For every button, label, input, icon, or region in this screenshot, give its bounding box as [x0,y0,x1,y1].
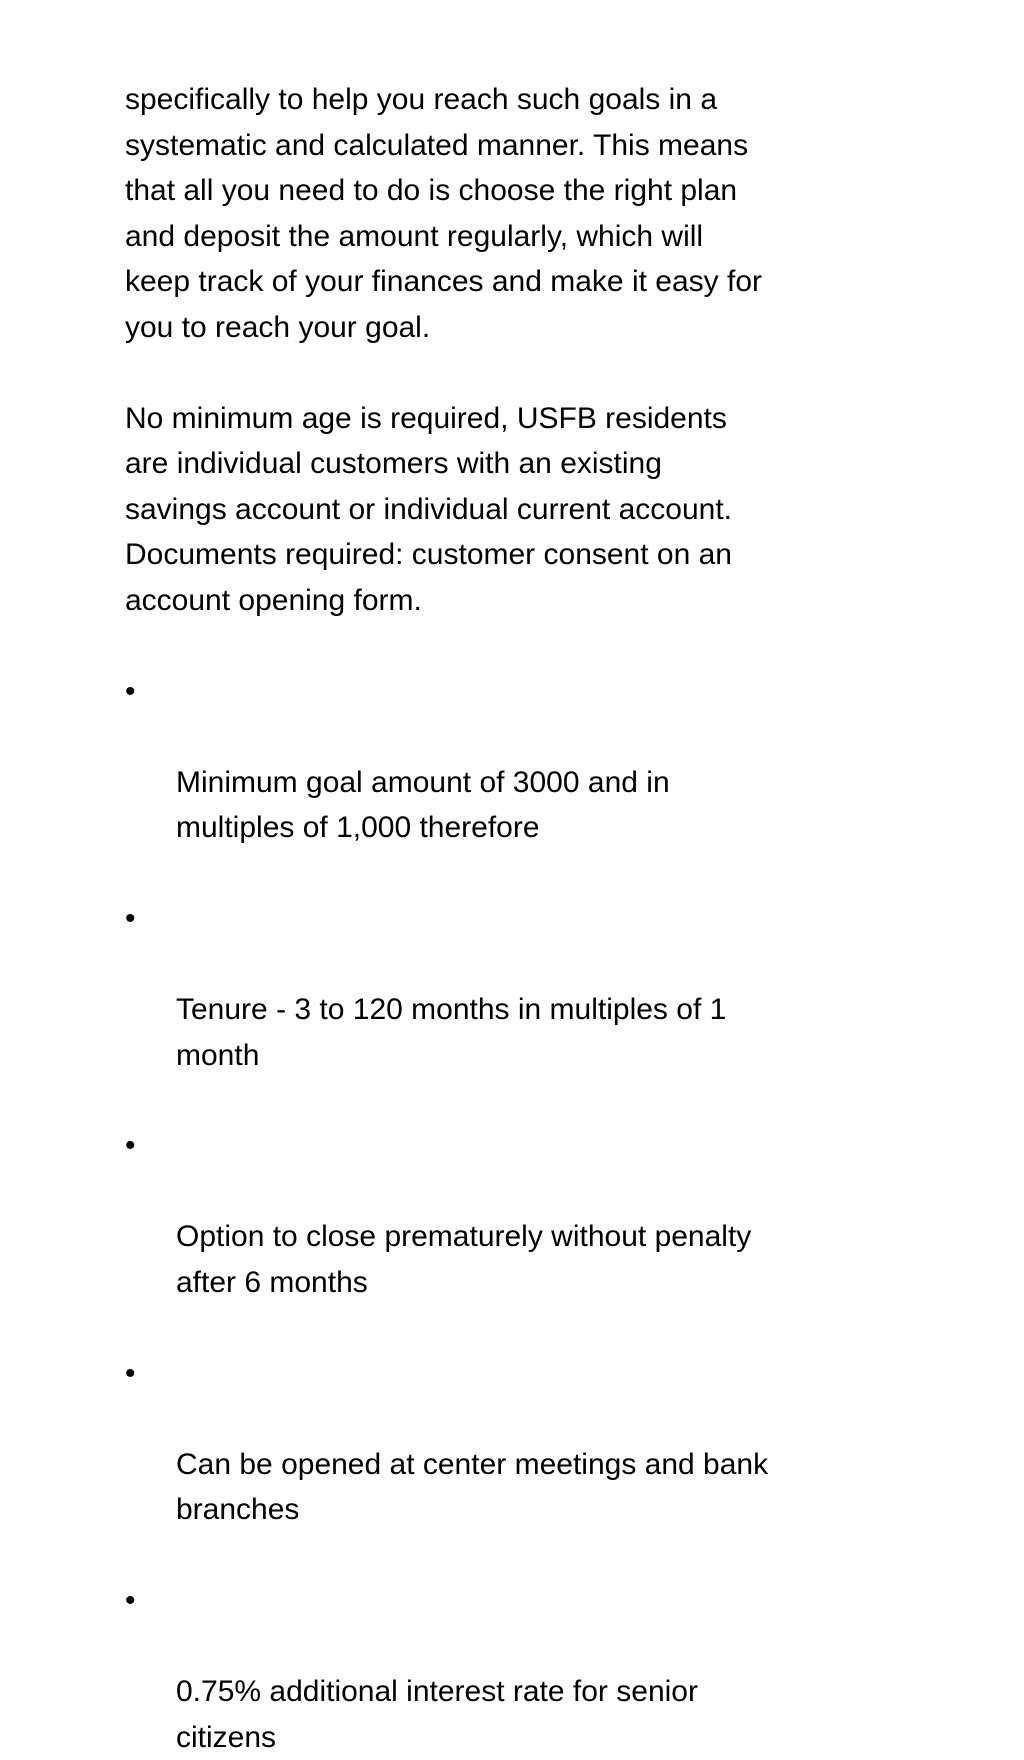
list-item-text: Minimum goal amount of 3000 and in multiples of 1,000 therefore [176,765,670,845]
intro-paragraph: specifically to help you reach such goals in a systematic and calculated manner. This means that all you need to do is choose the right plan and deposit the amount regularly, which will keep track of your finances and make it easy for you to reach your goal. [125,83,762,344]
list-item-text: Option to close prematurely without penalty after 6 months [176,1220,752,1300]
list-item [125,1123,885,1305]
features-list [125,669,885,1760]
bullet-icon: • [125,674,136,708]
list-item [125,1351,885,1533]
list-item [125,669,885,851]
list-item [125,896,885,1078]
list-item-text: Can be opened at center meetings and bank branches [176,1447,769,1527]
list-item-text: 0.75% additional interest rate for senior citizens [176,1675,698,1754]
eligibility-paragraph: No minimum age is required, USFB residents are individual customers with an existing savings account or individual current account. Documents required: customer consent on an account opening form. [125,401,733,617]
list-item [125,1578,885,1760]
bullet-icon: • [125,1129,136,1163]
bullet-icon: • [125,901,136,935]
list-item-text: Tenure - 3 to 120 months in multiples of 1 month [176,993,727,1072]
bullet-icon: • [125,1356,136,1390]
document-page [125,77,885,1760]
bullet-icon: • [125,1584,136,1618]
